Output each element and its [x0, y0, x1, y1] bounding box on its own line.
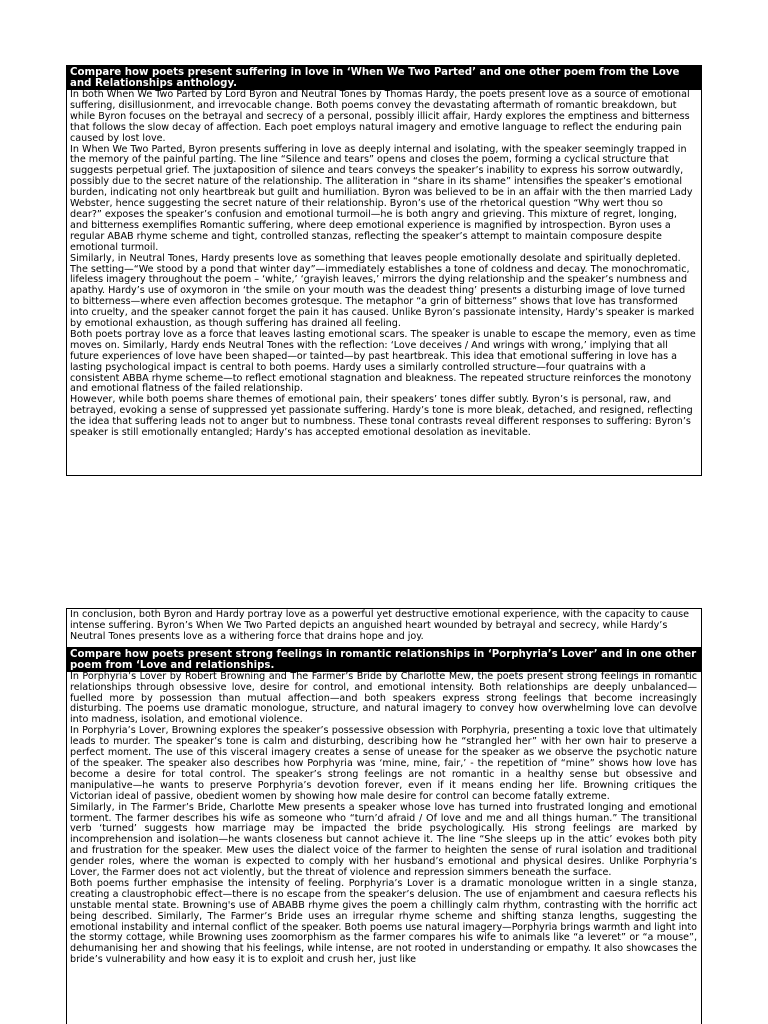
page-1-panel — [66, 65, 702, 476]
essay-paragraph: Both poets portray love as a force that leaves lasting emotional scars. The speaker is unable to escape the memory, even as time moves on. Similarly, Hardy ends Neutral Tones with the reflection: ‘Love deceives / And wrings with wrong,’ implying that all future experiences of love have been shaped—or tainted—by past heartbreak. This idea that emotional suffering in love has a lasting psychological impact is central to both poems. Hardy uses a similarly controlled structure—four quatrains with a consistent ABBA rhyme scheme—to reflect emotional stagnation and bleakness. The repeated structure reinforces the monotony and emotional flatness of the failed relationship. — [70, 328, 696, 395]
essay-paragraph: Similarly, in Neutral Tones, Hardy presents love as something that leaves people emotionally desolate and spiritually depleted. The setting—“We stood by a pond that winter day”—immediately establishes a tone of coldness and decay. The monochromatic, lifeless imagery throughout the poem – ‘white,’ ‘grayish leaves,’ mirrors the dying relationship and the speaker’s numbness and apathy. Hardy’s use of oxymoron in ‘the smile on your mouth was the deadest thing’ presents a disturbing image of love turned to bitterness—where even affection becomes grotesque. The metaphor “a grin of bitterness” shows that love has transformed into cruelty, and the speaker cannot forget the pain it has caused. Unlike Byron’s passionate intensity, Hardy’s speaker is marked by emotional exhaustion, as though suffering has drained all feeling. — [70, 252, 695, 330]
conclusion-block — [67, 609, 701, 647]
essay-question-heading: Compare how poets present suffering in love in ‘When We Two Parted’ and one other poem from the Love and Relationships anthology. — [67, 66, 701, 90]
conclusion-paragraph: In conclusion, both Byron and Hardy portray love as a powerful yet destructive emotional experience, with the capacity to cause intense suffering. Byron’s When We Two Parted depicts an anguished heart wounded by betrayal and secrecy, while Hardy’s Neutral Tones presents love as a withering force that drains hope and joy. — [70, 609, 690, 642]
essay-paragraph: In Porphyria’s Lover by Robert Browning and The Farmer’s Bride by Charlotte Mew, the poets present strong feelings in romantic relationships through obsessive love, desire for control, and emotional intensity. Both relationships are deeply unbalanced—fuelled more by possession than mutual affection—and both speakers express strong feelings that become increasingly disturbing. The poems use dramatic monologue, structure, and natural imagery to convey how overwhelming love can devolve into madness, isolation, and emotional violence. — [70, 670, 697, 726]
essay-paragraph: In Porphyria’s Lover, Browning explores the speaker’s possessive obsession with Porphyria, presenting a toxic love that ultimately leads to murder. The speaker’s tone is calm and disturbing, describing how he “strangled her” with her own hair to preserve a perfect moment. The use of this visceral imagery creates a sense of unease for the speaker as we observe the psychotic nature of the speaker. The speaker also describes how Porphyria was ‘mine, mine, fair,’ - the repetition of “mine” shows how love has become a desire for total control. The speaker’s strong feelings are not romantic in a healthy sense but obsessive and manipulative—he wants to preserve Porphyria’s devotion forever, even if it means ending her life. Browning critiques the Victorian ideal of passive, obedient women by showing how male desire for control can become fatally extreme. — [70, 725, 697, 802]
essay-question-heading: Compare how poets present strong feelings in romantic relationships in ‘Porphyria’s Lover’ and in one other poem from ‘Love and relationships. — [67, 648, 701, 672]
essay-paragraph: Both poems further emphasise the intensity of feeling. Porphyria’s Lover is a dramatic monologue written in a single stanza, creating a claustrophobic effect—there is no escape from the speaker’s delusion. The use of enjambment and caesura reflects his unstable mental state. Browning's use of ABABB rhyme gives the poem a chillingly calm rhythm, contrasting with the horrific act being described. Similarly, The Farmer’s Bride uses an irregular rhyme scheme and shifting stanza lengths, suggesting the emotional instability and internal conflict of the speaker. Both poems use natural imagery—Porphyria brings warmth and light into the stormy cottage, while Browning uses zoomorphism as the farmer compares his wife to animals like “a leveret” or “a mouse”, dehumanising her and showing that his feelings, while intense, are not rooted in understanding or empathy. It also showcases the bride’s vulnerability and how easy it is to exploit and crush her, just like — [70, 877, 697, 966]
page-2-panel — [66, 608, 702, 1024]
essay-paragraph: In both When We Two Parted by Lord Byron and Neutral Tones by Thomas Hardy, the poets present love as a source of emotional suffering, disillusionment, and irrevocable change. Both poems convey the devastating aftermath of romantic breakdown, but while Byron focuses on the betrayal and secrecy of a personal, possibly illicit affair, Hardy explores the emptiness and bitterness that follows the slow decay of affection. Each poet employs natural imagery and emotive language to reflect the enduring pain caused by lost love. — [70, 89, 690, 144]
essay-paragraph: Similarly, in The Farmer’s Bride, Charlotte Mew presents a speaker whose love has turned into frustrated longing and emotional torment. The farmer describes his wife as someone who “turn’d afraid / Of love and me and all things human.” The transitional verb ‘turned’ suggests how marriage may be impacted the bride psychologically. His strong feelings are marked by incomprehension and isolation—he wants closeness but cannot achieve it. The line “She sleeps up in the attic’ evokes both pity and frustration for the speaker. Mew uses the dialect voice of the farmer to heighten the sense of rural isolation and traditional gender roles, where the woman is expected to comply with her husband’s emotional and physical desires. Unlike Porphyria’s Lover, the Farmer does not act violently, but the threat of violence and repression simmers beneath the surface. — [70, 801, 697, 879]
essay-paragraph: However, while both poems share themes of emotional pain, their speakers’ tones differ subtly. Byron’s is personal, raw, and betrayed, evoking a sense of suppressed yet passionate suffering. Hardy’s tone is more bleak, detached, and resigned, reflecting the idea that suffering leads not to anger but to numbness. These tonal contrasts reveal different responses to suffering: Byron’s speaker is still emotionally entangled; Hardy’s has accepted emotional desolation as inevitable. — [70, 394, 693, 439]
essay-body — [67, 90, 701, 439]
essay-paragraph: In When We Two Parted, Byron presents suffering in love as deeply internal and isolating, with the speaker seemingly trapped in the memory of the painful parting. The line “Silence and tears” opens and closes the poem, forming a cyclical structure that suggests perpetual grief. The juxtaposition of silence and tears conveys the speaker’s inability to express his sorrow outwardly, possibly due to the secret nature of the relationship. The alliteration in “share in its shame” intensifies the speaker’s emotional burden, indicating not only heartbreak but guilt and humiliation. Byron was believed to be in an affair with the then married Lady Webster, hence suggesting the secret nature of their relationship. Byron’s use of the rhetorical question “Why wert thou so dear?” exposes the speaker’s confusion and emotional turmoil—he is both angry and grieving. This mixture of regret, longing, and bitterness exemplifies Romantic suffering, where deep emotional experience is magnified by introspection. Byron uses a regular ABAB rhyme scheme and tight, controlled stanzas, reflecting the speaker’s attempt to maintain composure despite emotional turmoil. — [70, 143, 693, 253]
essay-body — [67, 672, 701, 966]
